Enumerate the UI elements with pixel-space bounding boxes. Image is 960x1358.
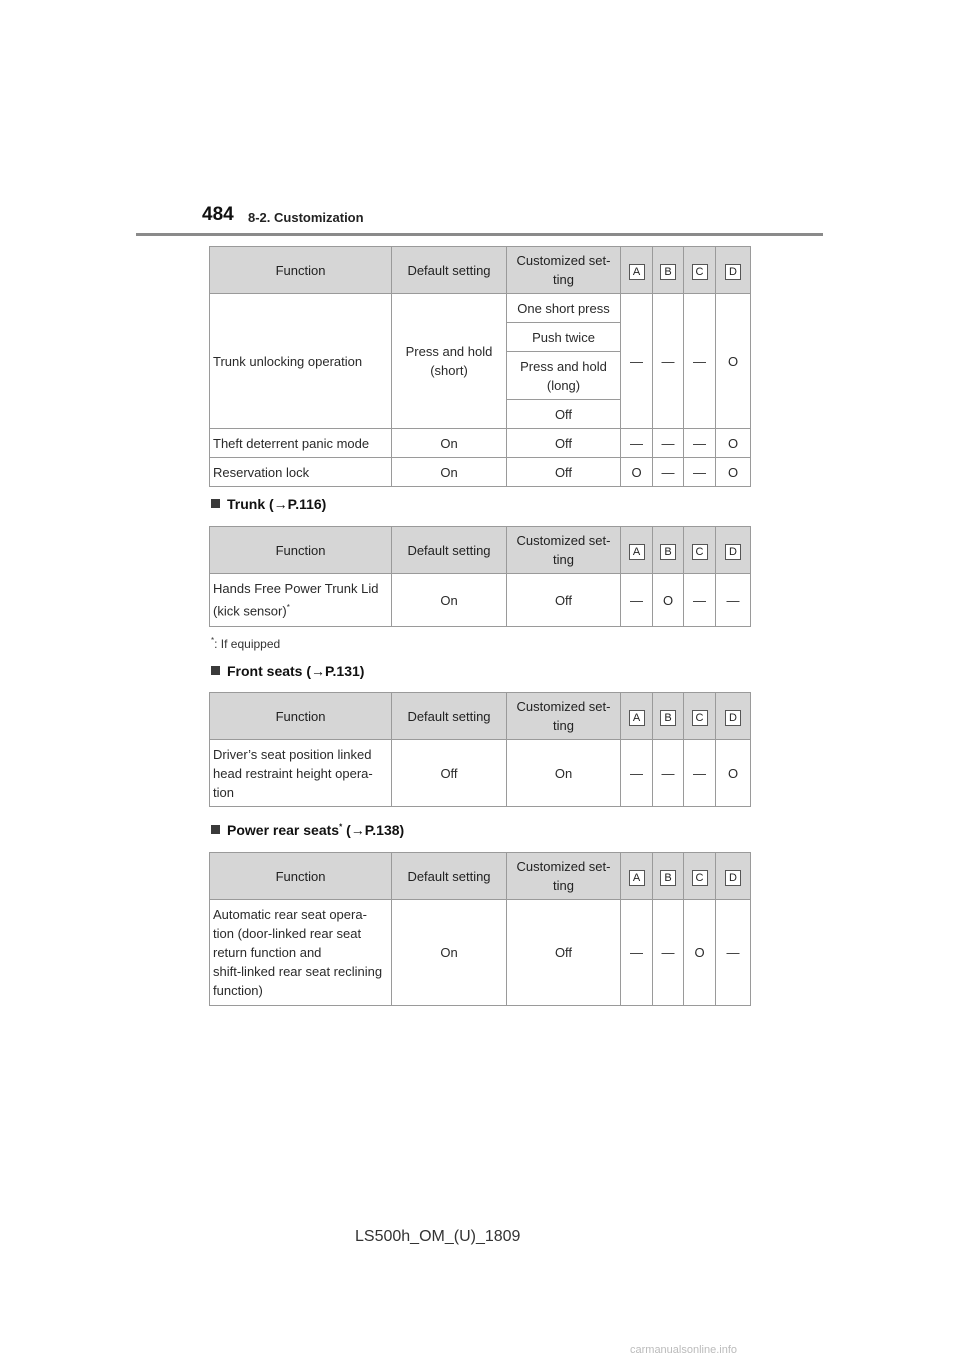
d-cell: — [716,900,751,1006]
bullet-square-icon [211,825,220,834]
option-cell: Off [507,400,621,429]
column-a-header [621,247,653,294]
letter-d-icon: D [725,710,741,726]
letter-b-icon: B [660,544,676,560]
a-cell: — [621,900,653,1006]
column-b-header [653,247,684,294]
customized-setting-cell: Off [507,429,621,458]
function-cell: Hands Free Power Trunk Lid (kick sensor)* [210,574,392,627]
bullet-square-icon [211,666,220,675]
b-cell: — [653,294,684,429]
function-cell: Driver’s seat position linked head restraint height opera- tion [210,740,392,807]
option-cell: Press and hold (long) [507,352,621,400]
function-column-header: Function [210,247,392,294]
c-cell: — [684,574,716,627]
d-cell: O [716,458,751,487]
b-cell: — [653,458,684,487]
customized-setting-cell: Off [507,458,621,487]
letter-b-icon: B [660,710,676,726]
section-heading-front-seats: Front seats (→P.131) [211,663,364,679]
default-setting-cell: On [392,429,507,458]
letter-c-icon: C [692,870,708,886]
customized-setting-column-header: Customized set- ting [507,693,621,740]
function-cell: Reservation lock [210,458,392,487]
default-setting-cell: Press and hold (short) [392,294,507,429]
b-cell: — [653,900,684,1006]
letter-a-icon: A [629,710,645,726]
trunk-table [209,526,751,627]
b-cell: O [653,574,684,627]
column-c-header [684,693,716,740]
column-c-header [684,527,716,574]
letter-c-icon: C [692,264,708,280]
b-cell: — [653,429,684,458]
letter-a-icon: A [629,870,645,886]
column-d-header [716,693,751,740]
table-header-row [210,693,751,740]
a-cell: O [621,458,653,487]
column-b-header [653,853,684,900]
customized-setting-column-header: Customized set- ting [507,247,621,294]
customization-table-continued [209,246,751,487]
c-cell: — [684,294,716,429]
default-setting-cell: Off [392,740,507,807]
table-row [210,429,751,458]
function-column-header: Function [210,853,392,900]
header-rule [136,233,823,236]
table-row [210,900,751,1006]
c-cell: — [684,740,716,807]
table-header-row [210,527,751,574]
chapter-title: 8-2. Customization [248,210,364,225]
d-cell: O [716,429,751,458]
table-row [210,294,751,323]
default-setting-cell: On [392,574,507,627]
column-c-header [684,853,716,900]
letter-b-icon: B [660,870,676,886]
default-setting-column-header: Default setting [392,853,507,900]
d-cell: — [716,574,751,627]
power-rear-seats-table [209,852,751,1006]
c-cell: O [684,900,716,1006]
c-cell: — [684,458,716,487]
customized-setting-cell: Off [507,900,621,1006]
letter-a-icon: A [629,544,645,560]
option-cell: Push twice [507,323,621,352]
function-cell: Theft deterrent panic mode [210,429,392,458]
default-setting-column-header: Default setting [392,527,507,574]
function-column-header: Function [210,693,392,740]
letter-d-icon: D [725,870,741,886]
table-row [210,458,751,487]
watermark: carmanualsonline.info [630,1344,738,1356]
letter-a-icon: A [629,264,645,280]
customized-setting-cell: On [507,740,621,807]
a-cell: — [621,429,653,458]
table-row [210,740,751,807]
front-seats-table [209,692,751,807]
table-row [210,574,751,627]
d-cell: O [716,740,751,807]
c-cell: — [684,429,716,458]
letter-b-icon: B [660,264,676,280]
footnote: *: If equipped [211,636,281,651]
page-number: 484 [202,204,234,225]
bullet-square-icon [211,499,220,508]
column-a-header [621,527,653,574]
a-cell: — [621,294,653,429]
option-cell: One short press [507,294,621,323]
section-heading-power-rear-seats: Power rear seats* (→P.138) [211,822,404,838]
default-setting-column-header: Default setting [392,247,507,294]
function-cell: Trunk unlocking operation [210,294,392,429]
customized-setting-cell: Off [507,574,621,627]
manual-code: LS500h_OM_(U)_1809 [355,1228,521,1245]
default-setting-column-header: Default setting [392,693,507,740]
column-a-header [621,693,653,740]
letter-c-icon: C [692,544,708,560]
page-header [0,0,960,240]
customized-setting-column-header: Customized set- ting [507,527,621,574]
function-column-header: Function [210,527,392,574]
column-a-header [621,853,653,900]
default-setting-cell: On [392,900,507,1006]
table-header-row [210,247,751,294]
table-header-row [210,853,751,900]
a-cell: — [621,574,653,627]
letter-d-icon: D [725,544,741,560]
column-d-header [716,853,751,900]
d-cell: O [716,294,751,429]
function-cell: Automatic rear seat opera- tion (door-linked rear seat return function and shift-linked rear seat reclining function) [210,900,392,1006]
column-b-header [653,527,684,574]
a-cell: — [621,740,653,807]
column-c-header [684,247,716,294]
default-setting-cell: On [392,458,507,487]
b-cell: — [653,740,684,807]
letter-d-icon: D [725,264,741,280]
column-b-header [653,693,684,740]
section-heading-trunk: Trunk (→P.116) [211,496,326,512]
letter-c-icon: C [692,710,708,726]
customized-setting-column-header: Customized set- ting [507,853,621,900]
column-d-header [716,527,751,574]
column-d-header [716,247,751,294]
